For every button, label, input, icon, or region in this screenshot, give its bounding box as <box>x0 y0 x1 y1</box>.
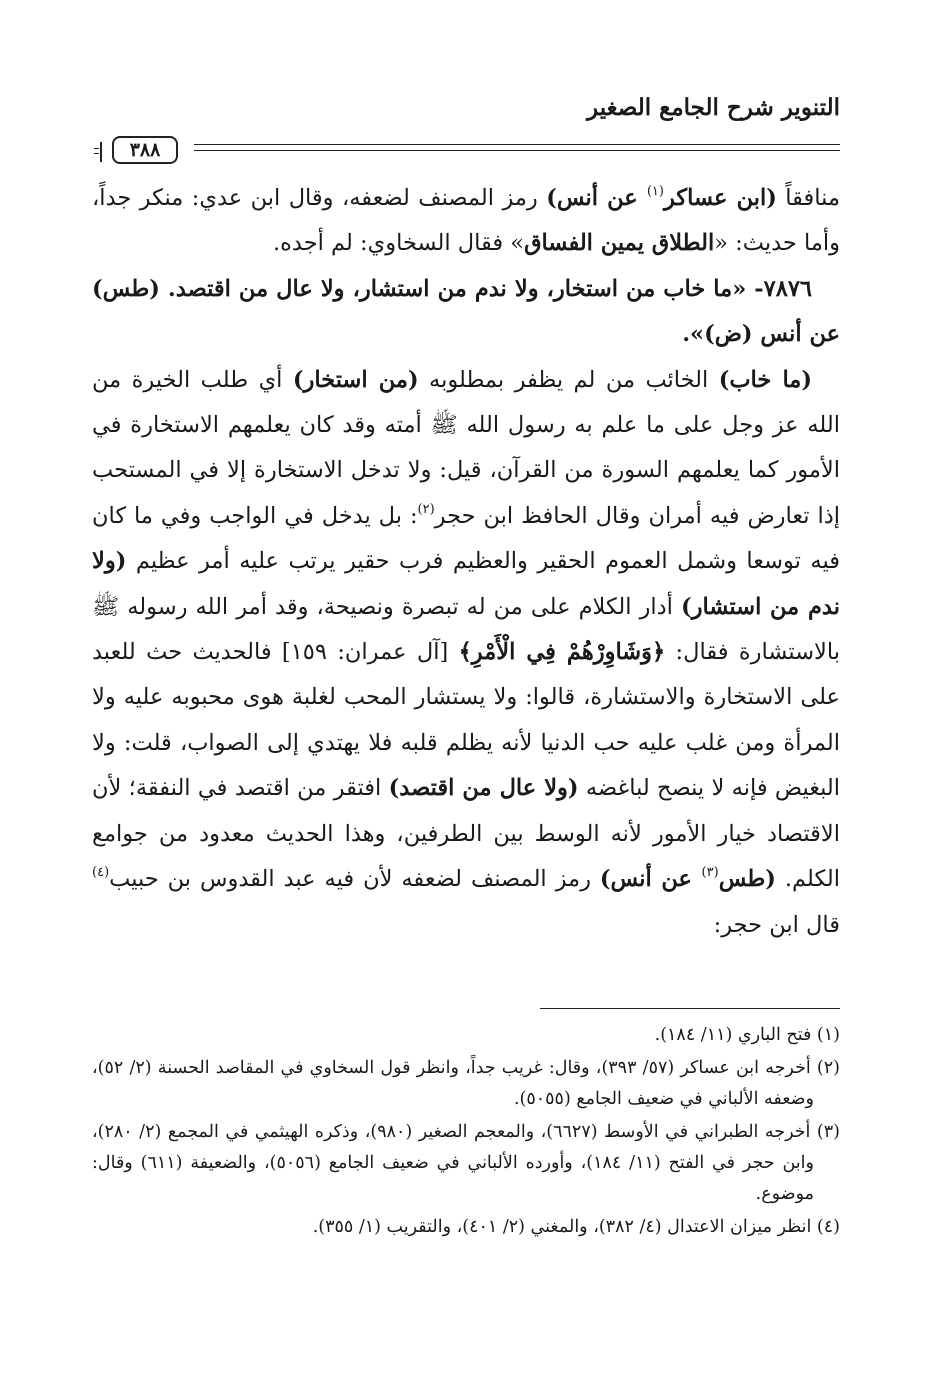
text-run: افتقر من اقتصد في النفقة؛ لأن الاقتصاد خيار الأمور لأنه الوسط بين الطرفين، وهذا الحديث معدود من جوامع الكلم. <box>92 775 840 893</box>
bold-run: عن أنس) <box>599 866 702 893</box>
footnote-ref-2: (٢) <box>417 501 435 517</box>
bold-run: (ابن عساكر <box>663 185 777 211</box>
quran-verse: ﴿وَشَاوِرْهُمْ فِي الْأَمْرِ﴾ <box>458 639 666 666</box>
page-number-box <box>112 136 178 164</box>
footnotes <box>92 1020 840 1245</box>
book-page <box>92 88 840 1308</box>
footnote-ref-4: (٤) <box>92 865 110 881</box>
folio-ornament-bar <box>100 142 102 162</box>
header-rule-line-top <box>194 144 840 145</box>
text-run: منافقاً <box>776 185 840 211</box>
footnote-ref-3: (٣) <box>701 865 719 881</box>
text-run: أي طلب الخيرة من الله عز وجل على ما علم به رسول الله ﷺ أمته وقد كان يعلمهم الاستخارة في الأمور كما يعلمهم السورة من القرآن، قيل: ولا تدخل الاستخارة إلا في المستحب إذا تعارض فيه أمران وقال الحافظ ابن حجر <box>92 366 840 529</box>
main-text <box>92 176 840 948</box>
text-run: الخائب من لم يظفر بمطلوبه <box>418 366 719 393</box>
footnote-4: (٤) انظر ميزان الاعتدال (٤/ ٣٨٢)، والمغني (٢/ ٤٠١)، والتقريب (١/ ٣٥٥). <box>312 1217 840 1237</box>
paragraph-1 <box>92 176 840 267</box>
header-rule <box>92 136 840 170</box>
text-run: أدار الكلام على من له تبصرة ونصيحة، وقد أمر الله رسوله ﷺ بالاستشارة فقال: <box>92 593 840 666</box>
text-run: قال ابن حجر: <box>713 911 840 938</box>
bold-run: (من استخار) <box>292 366 419 393</box>
bold-run: (ولا ندم من استشار) <box>92 548 840 620</box>
text-run: : بل يدخل في الواجب وفي ما كان فيه توسعا وشمل العموم الحقير والعظيم فرب حقير يرتب عليه أمر عظيم <box>92 502 840 575</box>
footnote-ref-1: (١) <box>646 184 664 199</box>
bold-run: عن أنس) <box>546 185 647 211</box>
footnote-1: (١) فتح الباري (١١/ ١٨٤). <box>654 1025 840 1045</box>
bold-run: (طس <box>718 866 776 893</box>
hadith-entry <box>92 267 840 358</box>
bold-run: الطلاق يمين الفساق <box>524 230 715 257</box>
hadith-text: ٧٨٧٦- «ما خاب من استخار، ولا ندم من استشار، ولا عال من اقتصد. (طس) عن أنس (ض)». <box>92 275 840 348</box>
folio-ornament-dash-2 <box>94 153 99 154</box>
text-run: رمز المصنف لضعفه لأن فيه عبد القدوس بن حبيب <box>109 866 600 893</box>
header-rule-line-bottom <box>194 150 840 151</box>
footnote-separator <box>540 1008 840 1009</box>
footnote-2: (٢) أخرجه ابن عساكر (٥٧/ ٣٩٣)، وقال: غريب جداً، وانظر قول السخاوي في المقاصد الحسنة (٢/ ٥٢)، وضعفه الألباني في ضعيف الجامع (٥٠٥٥). <box>92 1058 840 1109</box>
running-title: التنوير شرح الجامع الصغير <box>587 94 840 121</box>
footnote-3: (٣) أخرجه الطبراني في الأوسط (٦٦٢٧)، والمعجم الصغير (٩٨٠)، وذكره الهيثمي في المجمع (٢/ ٢٨٠)، وابن حجر في الفتح (١١/ ١٨٤)، وأورده الألباني في ضعيف الجامع (٥٠٥٦)، والضعيفة (٦١١) وقال: موضوع. <box>92 1122 840 1204</box>
text-run: [آل عمران: ١٥٩] فالحديث حث للعبد على الاستخارة والاستشارة، قالوا: ولا يستشار المحب لغلبة هوى محبوبه عليه ولا المرأة ومن غلب عليه حب الدنيا لأنه يظلم قلبه فلا يهتدي إلى الصواب، قلت: ولا البغيض فإنه لا ينصح لباغضه <box>92 639 841 802</box>
text-run: رمز المصنف لضعفه، وقال ابن عدي: منكر جداً، وأما حديث: « <box>92 185 840 257</box>
bold-run: (ولا عال من اقتصد) <box>388 775 579 802</box>
bold-run: (ما خاب) <box>718 366 812 393</box>
page-number: ٣٨٨ <box>129 139 161 161</box>
folio-ornament-dash-1 <box>94 148 99 149</box>
commentary <box>92 358 840 948</box>
text-run: » فقال السخاوي: لم أجده. <box>272 230 525 257</box>
